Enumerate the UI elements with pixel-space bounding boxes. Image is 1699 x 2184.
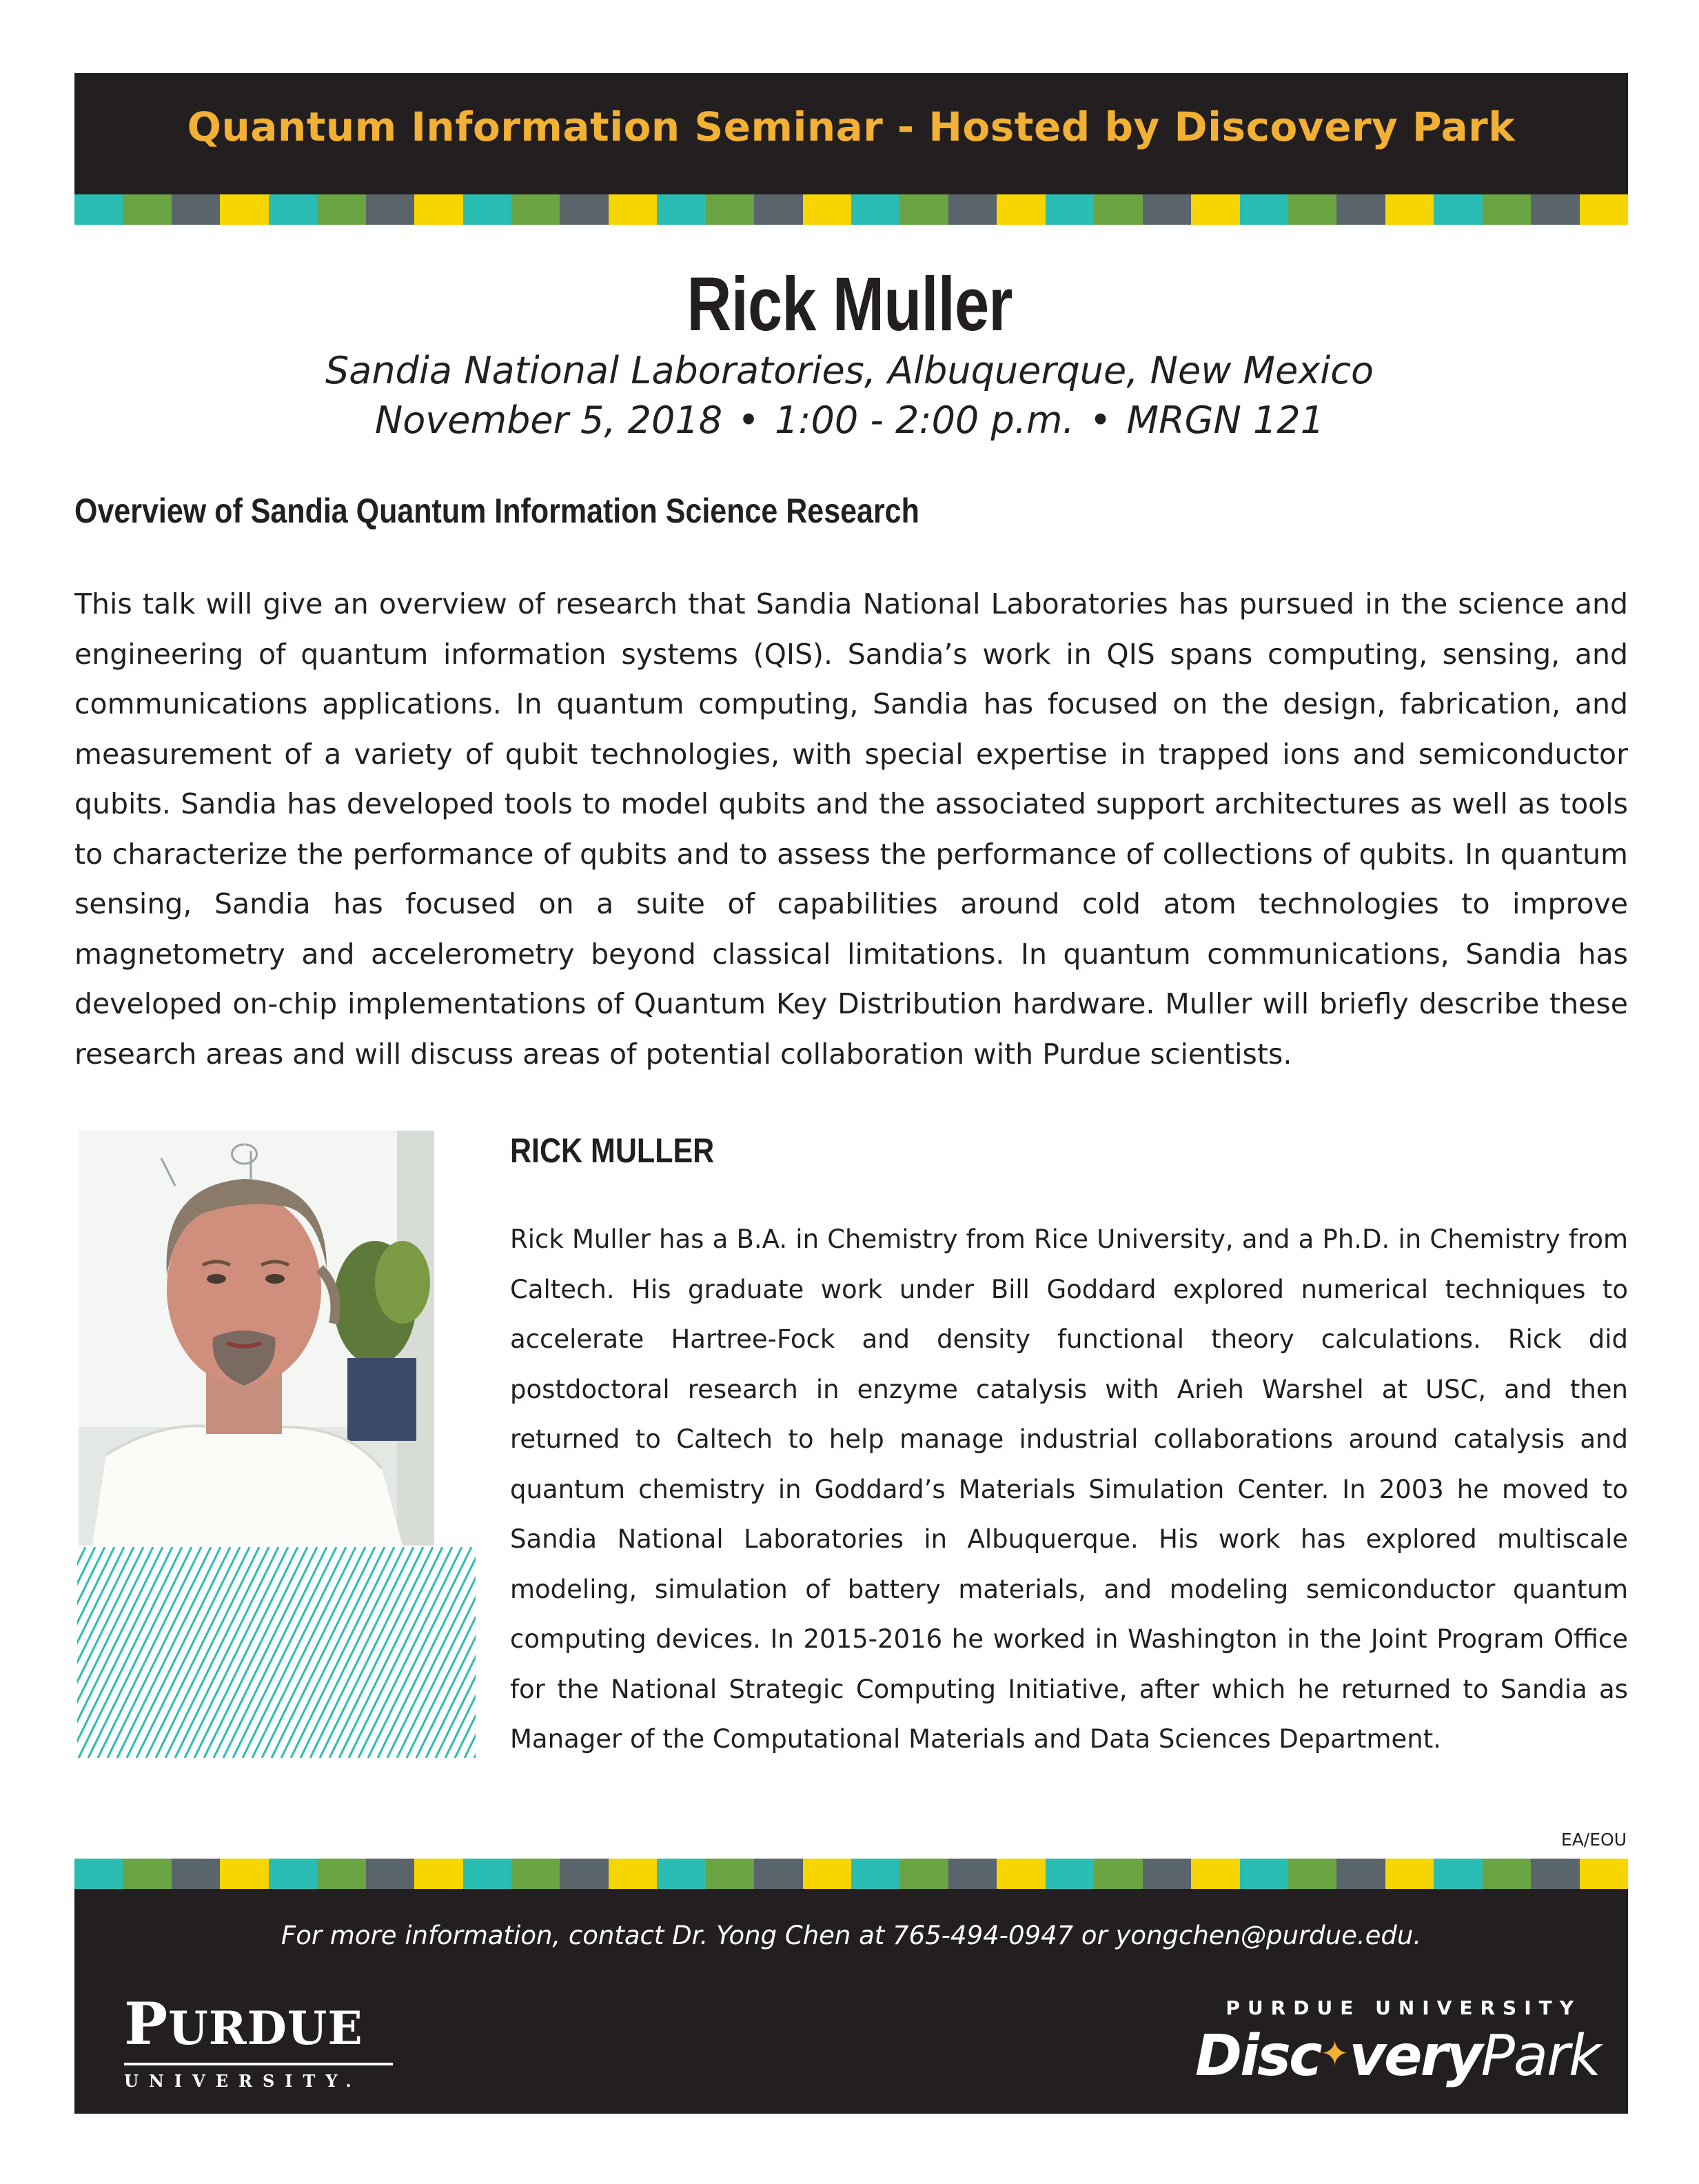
hatch-line xyxy=(194,1547,298,1758)
stripe-block xyxy=(414,1859,462,1889)
logo-rule xyxy=(124,2063,393,2065)
stripe-block xyxy=(1240,1859,1288,1889)
stripe-block xyxy=(463,1859,511,1889)
stripe-block xyxy=(366,1859,414,1889)
hatch-line xyxy=(214,1547,317,1758)
stripe-block xyxy=(511,194,560,225)
stripe-block xyxy=(1483,194,1531,225)
stripe-block xyxy=(1531,194,1579,225)
hatch-line xyxy=(262,1547,365,1758)
stripe-block xyxy=(220,194,268,225)
dp-logo-discovery-start: Disc xyxy=(1195,2023,1321,2089)
dp-logo-discovery-end: very xyxy=(1349,2023,1481,2089)
event-time: 1:00 - 2:00 p.m. xyxy=(774,398,1075,442)
seminar-title: Quantum Information Seminar - Hosted by Discovery Park xyxy=(187,103,1516,150)
hatch-line xyxy=(204,1547,307,1758)
hatch-line xyxy=(339,1547,442,1758)
hatch-line xyxy=(108,1547,211,1758)
stripe-block xyxy=(803,194,851,225)
stripe-block xyxy=(1143,1859,1191,1889)
stripe-block xyxy=(657,1859,705,1889)
discovery-park-logo xyxy=(1195,1996,1600,2089)
event-date: November 5, 2018 xyxy=(374,398,723,442)
contact-info: For more information, contact Dr. Yong Chen at 765-494-0947 or yongchen@purdue.edu. xyxy=(281,1921,1422,1950)
stripe-block xyxy=(172,1859,220,1889)
stripe-block xyxy=(269,1859,317,1889)
document-code: EA/EOU xyxy=(1560,1830,1627,1850)
stripe-block xyxy=(1288,194,1336,225)
stripe-block xyxy=(560,1859,608,1889)
bio-heading: RICK MULLER xyxy=(510,1131,715,1170)
stripe-block xyxy=(1385,194,1434,225)
stripe-block xyxy=(1191,194,1239,225)
hatch-line xyxy=(165,1547,269,1758)
hatch-line xyxy=(175,1547,278,1758)
stripe-block xyxy=(414,194,462,225)
stripe-block xyxy=(1094,194,1142,225)
stripe-block xyxy=(317,1859,365,1889)
stripe-block xyxy=(74,194,123,225)
stripe-block xyxy=(706,194,754,225)
stripe-block xyxy=(123,194,171,225)
hatch-line xyxy=(77,1547,134,1758)
stripe-block xyxy=(1531,1859,1579,1889)
stripe-block xyxy=(851,194,899,225)
stripe-block xyxy=(1336,194,1385,225)
hatch-line xyxy=(320,1547,423,1758)
talk-abstract: This talk will give an overview of research that Sandia National Laboratories has pursued in the science and engineering of quantum information systems (QIS). Sandia’s work in QIS spans computing, sensing, and communications applications. In quantum computing, Sandia has focused on the design, fabrication, and measurement of a variety of qubit technologies, with special expertise in trapped ions and semiconductor qubits. Sandia has developed tools to model qubits and the associated support architectures as well as tools to characterize the performance of qubits and to assess the performance of collections of qubits. In quantum sensing, Sandia has focused on a suite of capabilities around cold atom technologies to improve magnetometry and accelerometry beyond classical limitations. In quantum communications, Sandia has developed on-chip implementations of Quantum Key Distribution hardware. Muller will briefly describe these research areas and will discuss areas of potential collaboration with Purdue scientists. xyxy=(74,587,1628,1071)
hatch-line xyxy=(88,1547,192,1758)
footer-banner xyxy=(74,1889,1628,2114)
stripe-block xyxy=(899,194,948,225)
stripe-block xyxy=(1288,1859,1336,1889)
hatch-line xyxy=(223,1547,327,1758)
stripe-block xyxy=(948,194,997,225)
hatch-line xyxy=(156,1547,259,1758)
stripe-block xyxy=(1191,1859,1239,1889)
hatch-line xyxy=(291,1547,394,1758)
stripe-block xyxy=(948,1859,997,1889)
stripe-block xyxy=(269,194,317,225)
hatch-line xyxy=(127,1547,230,1758)
speaker-photo xyxy=(79,1131,434,1546)
hatch-line xyxy=(117,1547,221,1758)
stripe-block xyxy=(1580,1859,1628,1889)
stripe-block xyxy=(1483,1859,1531,1889)
stripe-block xyxy=(123,1859,171,1889)
event-details xyxy=(0,398,1699,442)
stripe-block xyxy=(754,194,802,225)
stripe-block xyxy=(706,1859,754,1889)
hatch-line xyxy=(368,1547,471,1758)
stripe-block xyxy=(851,1859,899,1889)
stripe-block xyxy=(1240,194,1288,225)
stripe-block xyxy=(1046,194,1094,225)
hatch-line xyxy=(185,1547,288,1758)
stripe-block xyxy=(754,1859,802,1889)
event-location: MRGN 121 xyxy=(1126,398,1325,442)
hatch-line xyxy=(358,1547,462,1758)
separator: • xyxy=(1089,398,1112,442)
purdue-logo-rest: URDUE xyxy=(168,2001,363,2055)
portrait-photo xyxy=(79,1131,434,1546)
hatch-line xyxy=(310,1547,414,1758)
stripe-block xyxy=(1580,194,1628,225)
stripe-block xyxy=(1094,1859,1142,1889)
hatch-line xyxy=(136,1547,240,1758)
stripe-block xyxy=(1434,1859,1482,1889)
hatch-pattern xyxy=(77,1547,476,1758)
stripe-block xyxy=(511,1859,560,1889)
stripe-block xyxy=(560,194,608,225)
color-stripe-bottom xyxy=(74,1859,1628,1889)
stripe-block xyxy=(317,194,365,225)
speaker-name: Rick Muller xyxy=(686,262,1013,347)
bio-text: Rick Muller has a B.A. in Chemistry from Rice University, and a Ph.D. in Chemistry from Caltech. His graduate work under Bill Goddard explored numerical techniques to accelerate Hartree-Fock and density functional theory calculations. Rick did postdoctoral research in enzyme catalysis with Arieh Warshel at USC, and then returned to Caltech to help manage industrial collaborations around catalysis and quantum chemistry in Goddard’s Materials Simulation Center. In 2003 he moved to Sandia National Laboratories in Albuquerque. His work has explored multiscale modeling, simulation of battery materials, and modeling semiconductor quantum computing devices. In 2015-2016 he worked in Washington in the Joint Program Office for the National Strategic Computing Initiative, after which he returned to Sandia as Manager of the Computational Materials and Data Sciences Department. xyxy=(510,1224,1628,1754)
hatch-line xyxy=(252,1547,356,1758)
purdue-logo-initial: P xyxy=(124,1990,169,2058)
star-icon: ✦ xyxy=(1320,2034,1350,2074)
hatch-line xyxy=(233,1547,336,1758)
hatch-line xyxy=(79,1547,182,1758)
stripe-block xyxy=(1385,1859,1434,1889)
stripe-block xyxy=(997,1859,1045,1889)
hatch-line xyxy=(146,1547,250,1758)
dp-logo-top: PURDUE UNIVERSITY xyxy=(1225,1996,1581,2019)
hatch-line xyxy=(301,1547,404,1758)
purdue-logo-sub: UNIVERSITY. xyxy=(124,2071,362,2091)
stripe-block xyxy=(1336,1859,1385,1889)
stripe-block xyxy=(366,194,414,225)
color-stripe-top xyxy=(74,194,1628,225)
stripe-block xyxy=(1434,194,1482,225)
stripe-block xyxy=(609,194,657,225)
hatch-line xyxy=(349,1547,452,1758)
stripe-block xyxy=(609,1859,657,1889)
stripe-block xyxy=(463,194,511,225)
hatch-line xyxy=(281,1547,385,1758)
talk-title: Overview of Sandia Quantum Information Science Research xyxy=(74,492,919,530)
stripe-block xyxy=(657,194,705,225)
separator: • xyxy=(737,398,760,442)
stripe-block xyxy=(997,194,1045,225)
stripe-block xyxy=(220,1859,268,1889)
stripe-block xyxy=(803,1859,851,1889)
stripe-block xyxy=(74,1859,123,1889)
stripe-block xyxy=(172,194,220,225)
hatch-line xyxy=(329,1547,433,1758)
stripe-block xyxy=(899,1859,948,1889)
stripe-block xyxy=(1046,1859,1094,1889)
hatch-line xyxy=(98,1547,201,1758)
hatch-line xyxy=(243,1547,346,1758)
dp-logo-park: Park xyxy=(1481,2023,1600,2089)
purdue-university-logo xyxy=(124,1990,393,2091)
stripe-block xyxy=(1143,194,1191,225)
speaker-affiliation: Sandia National Laboratories, Albuquerque, New Mexico xyxy=(325,349,1374,392)
hatch-line xyxy=(272,1547,375,1758)
header-banner xyxy=(74,73,1628,194)
